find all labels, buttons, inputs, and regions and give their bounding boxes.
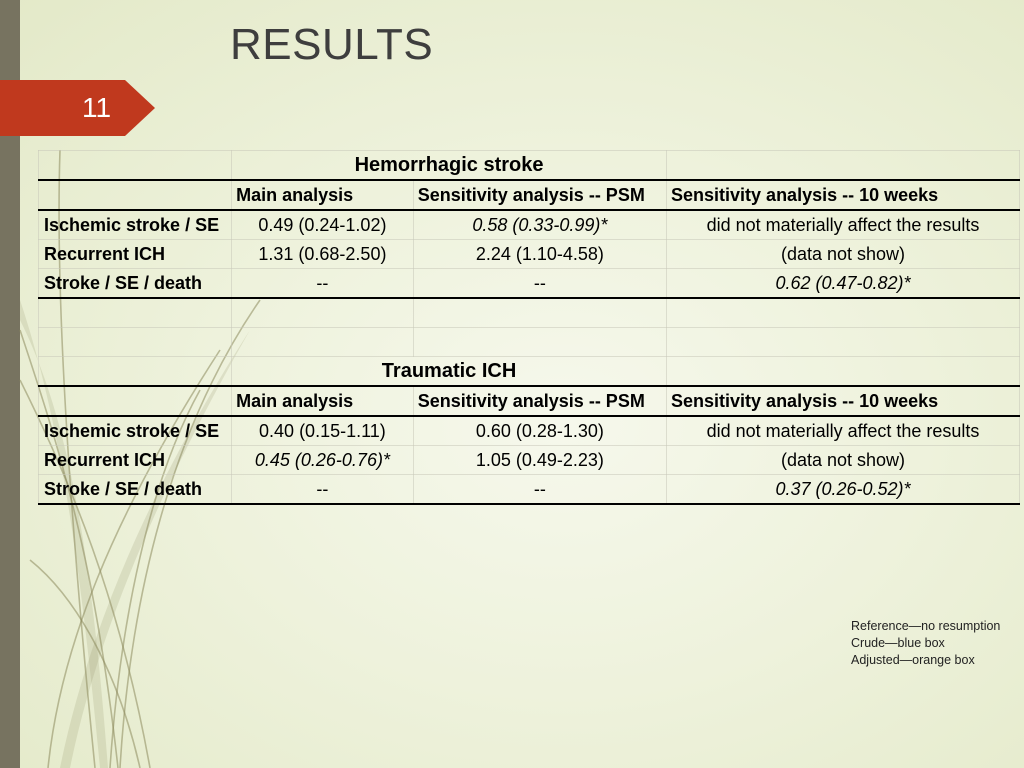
row-label: Recurrent ICH	[39, 240, 232, 269]
main-value: 0.40 (0.15-1.11)	[232, 416, 414, 446]
ten-weeks-value: 0.62 (0.47-0.82)*	[667, 269, 1020, 299]
main-value: 0.45 (0.26-0.76)*	[232, 446, 414, 475]
psm-value: 1.05 (0.49-2.23)	[413, 446, 666, 475]
column-header-main: Main analysis	[232, 386, 414, 416]
row-label: Stroke / SE / death	[39, 475, 232, 505]
row-label: Ischemic stroke / SE	[39, 416, 232, 446]
row-label: Recurrent ICH	[39, 446, 232, 475]
header-row	[39, 386, 1020, 416]
psm-value: 0.58 (0.33-0.99)*	[413, 210, 666, 240]
spacer-row	[39, 328, 1020, 357]
results-table	[38, 150, 1020, 505]
column-header-10-weeks: Sensitivity analysis -- 10 weeks	[667, 180, 1020, 210]
section-title-row	[39, 151, 1020, 181]
slide-title: RESULTS	[230, 20, 434, 69]
spacer-row	[39, 298, 1020, 328]
table-row	[39, 240, 1020, 269]
table-row	[39, 210, 1020, 240]
section-title-row	[39, 357, 1020, 387]
footnote-reference: Reference—no resumption	[851, 619, 1001, 633]
ten-weeks-note-line2: (data not show)	[667, 446, 1020, 475]
column-header-psm: Sensitivity analysis -- PSM	[413, 180, 666, 210]
traumatic-section-title: Traumatic ICH	[232, 357, 667, 387]
footnotes	[851, 618, 1000, 669]
ten-weeks-note-line1: did not materially affect the results	[667, 210, 1020, 240]
table-row	[39, 416, 1020, 446]
psm-value: 0.60 (0.28-1.30)	[413, 416, 666, 446]
footnote-adjusted: Adjusted—orange box	[851, 653, 975, 667]
ten-weeks-note-line1: did not materially affect the results	[667, 416, 1020, 446]
hemorrhagic-section-title: Hemorrhagic stroke	[232, 151, 667, 181]
row-label: Stroke / SE / death	[39, 269, 232, 299]
column-header-psm: Sensitivity analysis -- PSM	[413, 386, 666, 416]
footnote-crude: Crude—blue box	[851, 636, 945, 650]
psm-value: 2.24 (1.10-4.58)	[413, 240, 666, 269]
table-row	[39, 269, 1020, 299]
column-header-10-weeks: Sensitivity analysis -- 10 weeks	[667, 386, 1020, 416]
ten-weeks-note-line2: (data not show)	[667, 240, 1020, 269]
main-value: 1.31 (0.68-2.50)	[232, 240, 414, 269]
header-row	[39, 180, 1020, 210]
main-value: --	[232, 269, 414, 299]
ten-weeks-value: 0.37 (0.26-0.52)*	[667, 475, 1020, 505]
psm-value: --	[413, 475, 666, 505]
row-label: Ischemic stroke / SE	[39, 210, 232, 240]
slide-number: 11	[82, 92, 112, 123]
table-row	[39, 446, 1020, 475]
psm-value: --	[413, 269, 666, 299]
slide-number-tab	[0, 80, 155, 136]
column-header-main: Main analysis	[232, 180, 414, 210]
main-value: --	[232, 475, 414, 505]
table-row	[39, 475, 1020, 505]
main-value: 0.49 (0.24-1.02)	[232, 210, 414, 240]
